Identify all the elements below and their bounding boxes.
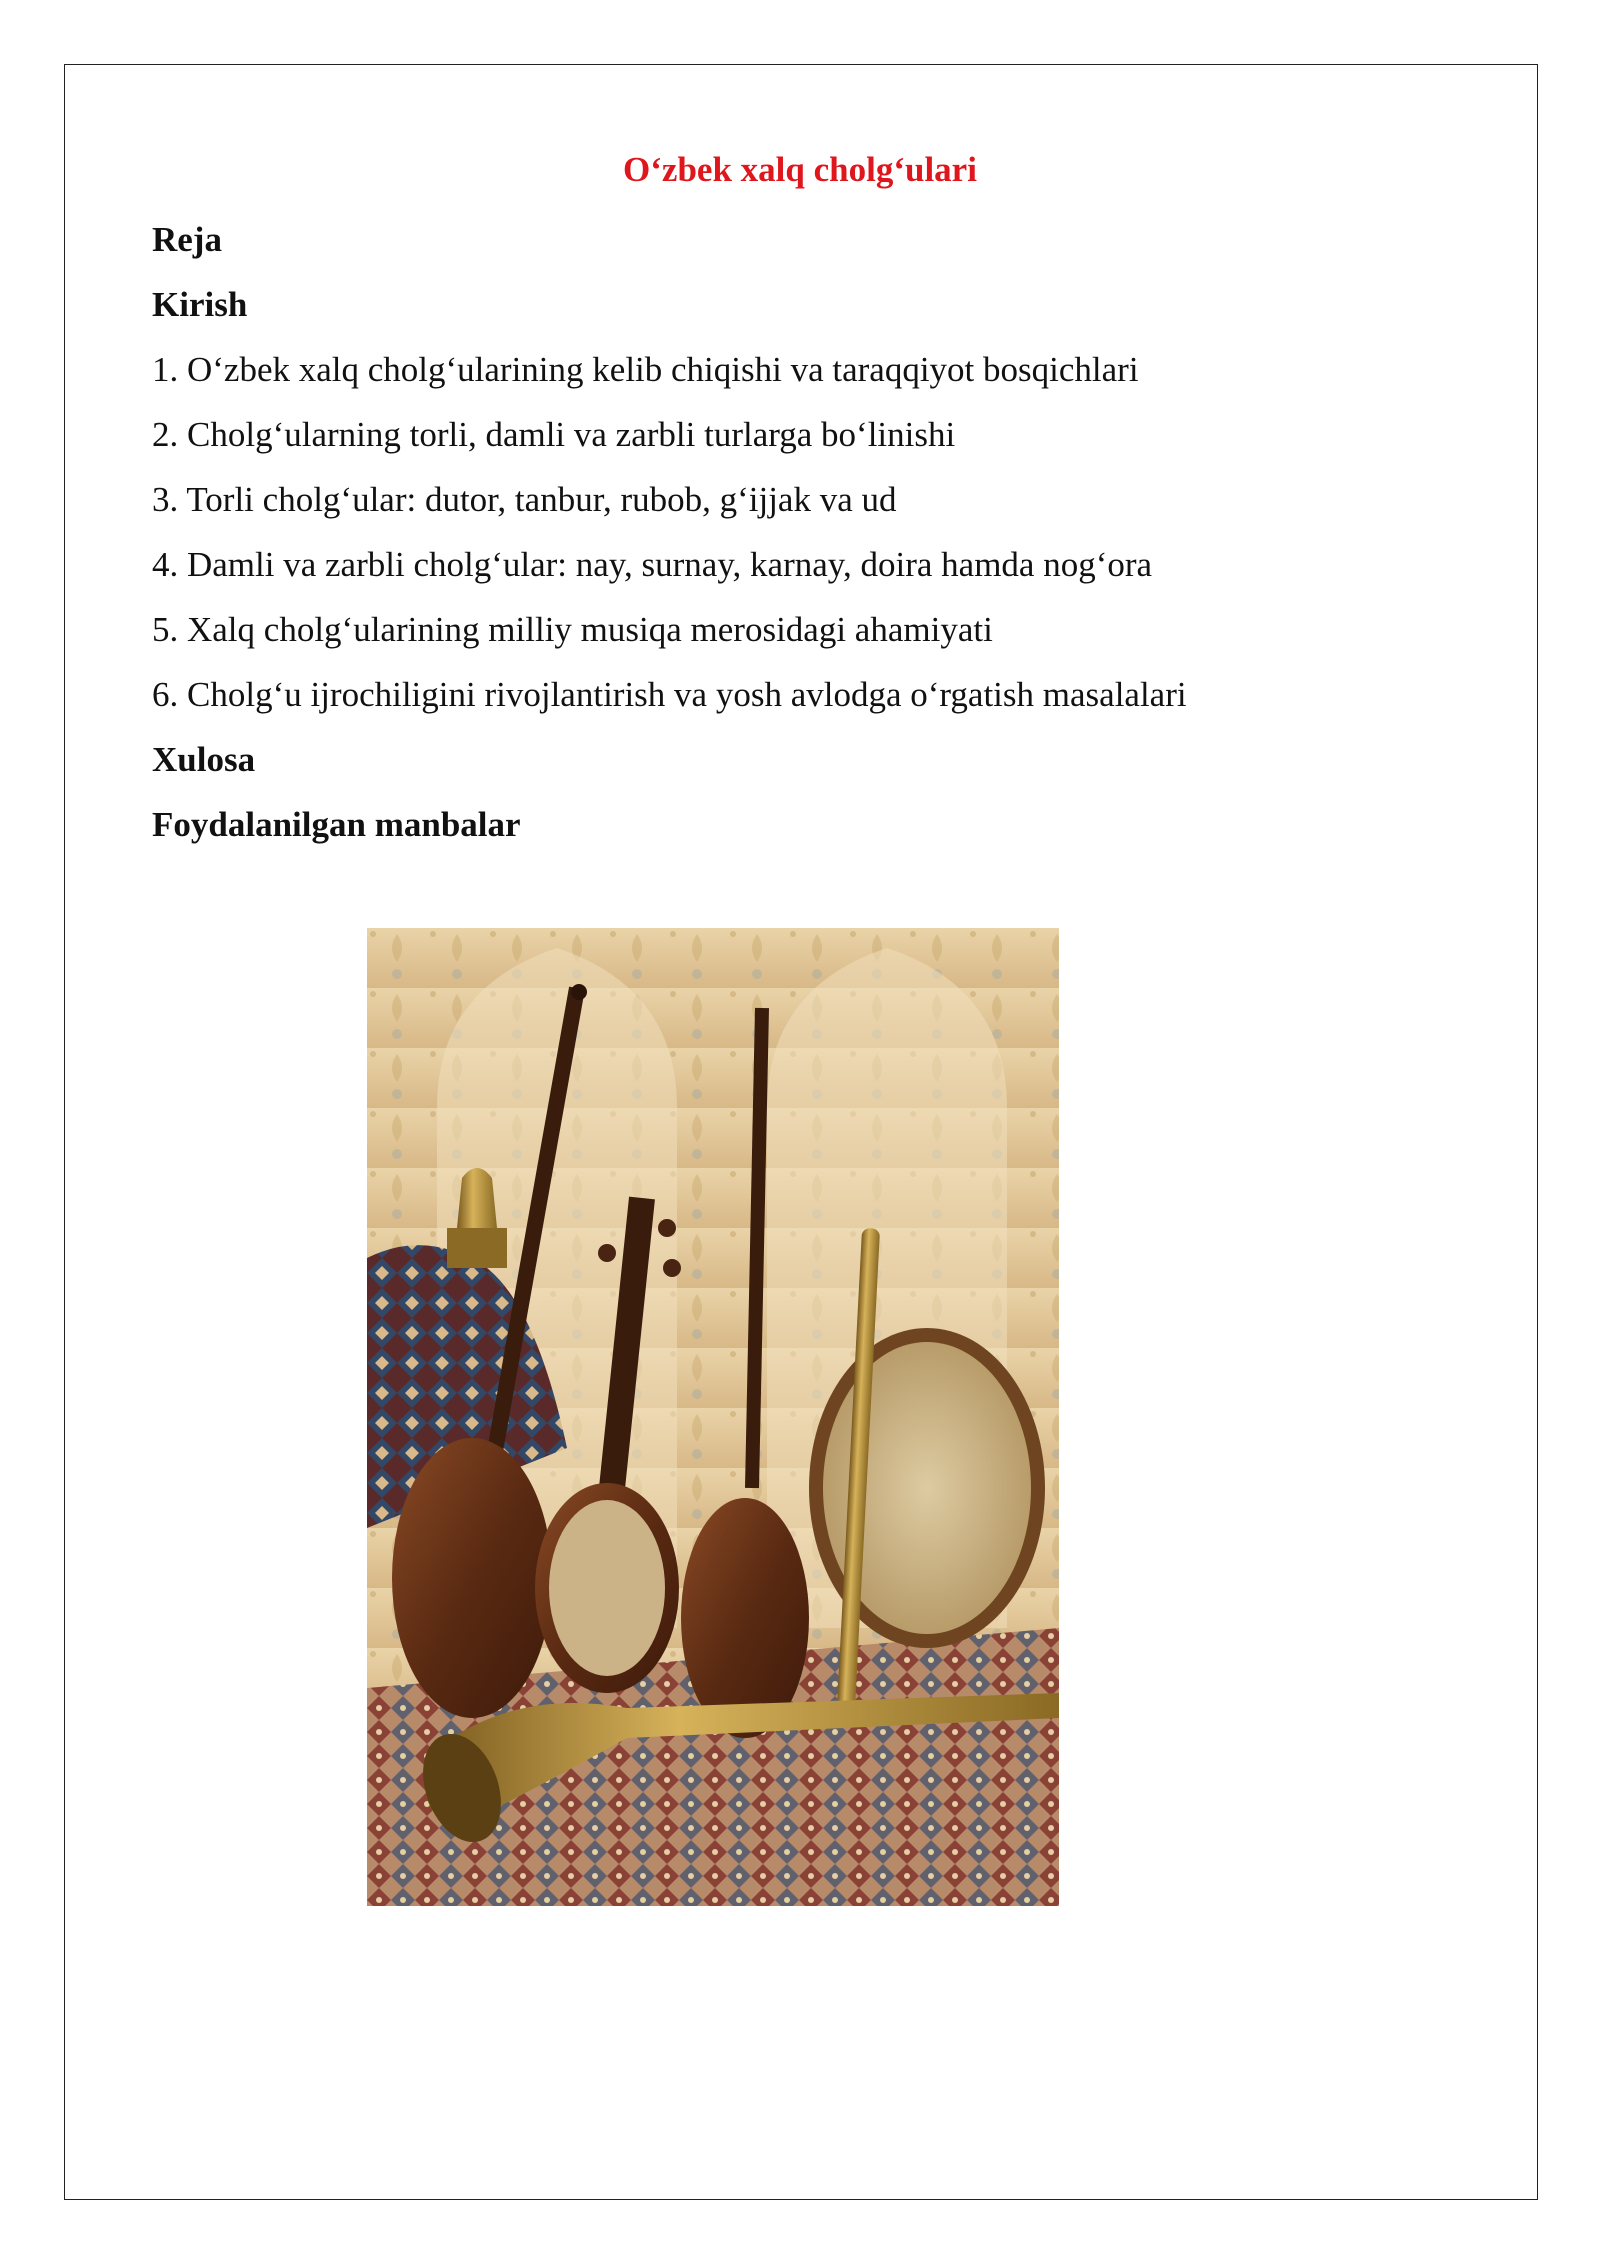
plan-item-2: 2. Cholg‘ularning torli, damli va zarbli turlarga bo‘linishi [152, 415, 956, 454]
plan-item-6: 6. Cholg‘u ijrochiligini rivojlantirish va yosh avlodga o‘rgatish masalalari [152, 675, 1187, 714]
plan-item-4: 4. Damli va zarbli cholg‘ular: nay, surnay, karnay, doira hamda nog‘ora [152, 545, 1153, 584]
plan-item-1: 1. O‘zbek xalq cholg‘ularining kelib chiqishi va taraqqiyot bosqichlari [152, 350, 1139, 389]
intro-heading: Kirish [152, 285, 248, 324]
plan-heading: Reja [152, 220, 222, 259]
plan-item-3: 3. Torli cholg‘ular: dutor, tanbur, rubob, g‘ijjak va ud [152, 480, 897, 519]
sources-heading: Foydalanilgan manbalar [152, 805, 521, 844]
instruments-photo [367, 928, 1059, 1906]
plan-item-5: 5. Xalq cholg‘ularining milliy musiqa merosidagi ahamiyati [152, 610, 993, 649]
document-title: O‘zbek xalq cholg‘ulari [623, 150, 977, 189]
conclusion-heading: Xulosa [152, 740, 256, 779]
